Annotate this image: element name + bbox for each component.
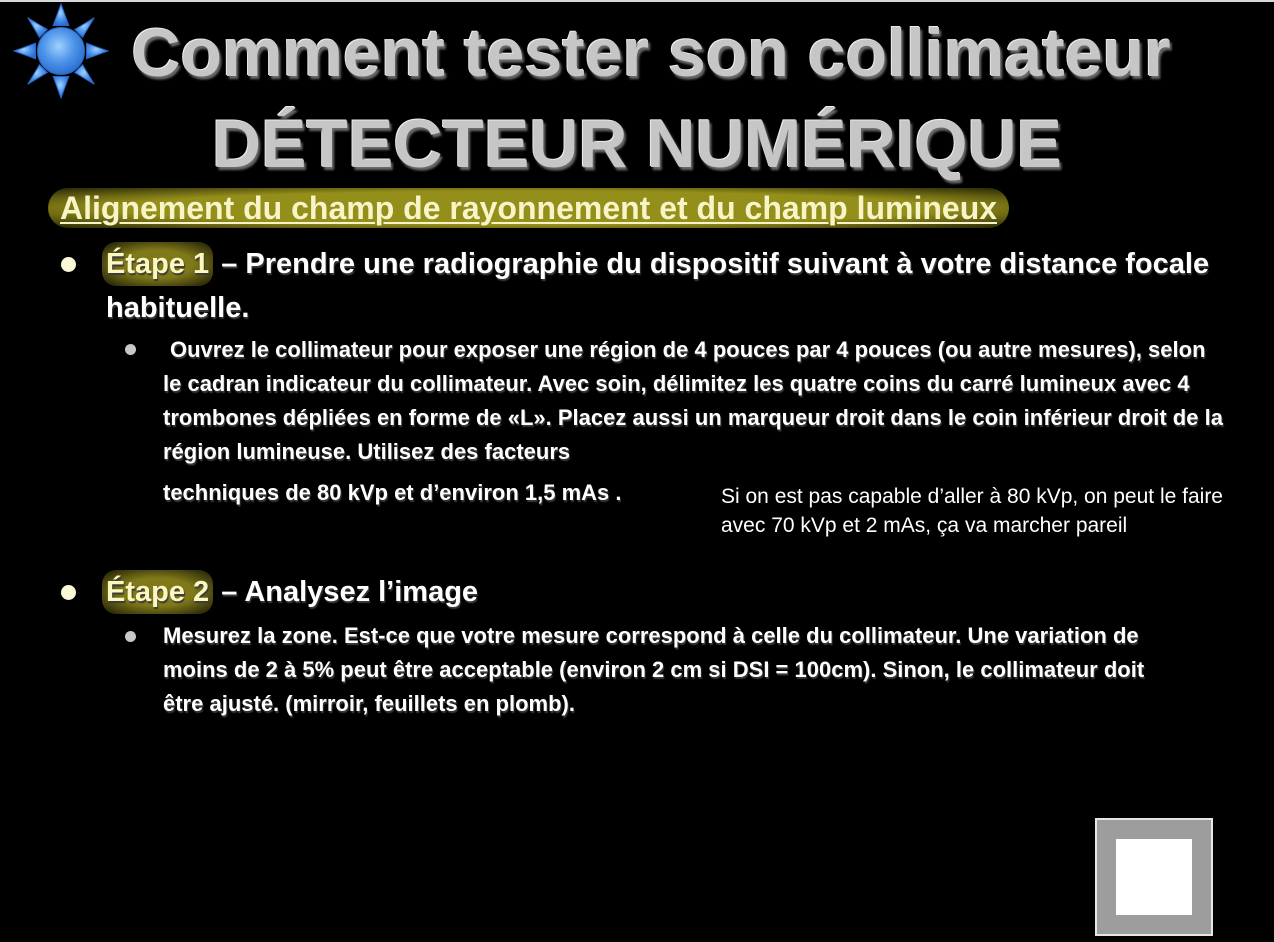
step-2-detail-bullet	[125, 631, 136, 642]
slide-subtitle: Alignement du champ de rayonnement et du champ lumineux	[48, 188, 1009, 228]
top-rule	[0, 0, 1274, 2]
step-1-detail-last-line: techniques de 80 kVp et d’environ 1,5 mAs .	[163, 480, 622, 505]
slide-title: Comment tester son collimateur	[131, 15, 1171, 91]
nav-square-icon[interactable]	[1095, 818, 1213, 936]
step-1-note: Si on est pas capable d’aller à 80 kVp, on peut le faire avec 70 kVp et 2 mAs, ça va marcher pareil	[721, 485, 1223, 537]
step-2-heading	[106, 570, 1246, 614]
step-1-label: Étape 1	[102, 242, 213, 286]
step-1-bullet	[61, 257, 76, 272]
step-1-detail: Ouvrez le collimateur pour exposer une région de 4 pouces par 4 pouces (ou autre mesures), selon le cadran indicateur du collimateur. Avec soin, délimitez les quatre coins du carré lumineux avec 4 trombones dépliées en forme de «L». Placez aussi un marqueur droit dans le coin inférieur droit de la région lumineuse. Utilisez des facteurs	[163, 337, 1223, 464]
step-1-heading	[106, 242, 1246, 330]
step-1-detail-bullet	[125, 344, 136, 355]
nav-square-inner	[1116, 839, 1192, 915]
slide-title-detector: DÉTECTEUR NUMÉRIQUE	[211, 106, 1063, 182]
step-1-text: – Prendre une radiographie du dispositif suivant à votre distance focale habituelle.	[106, 248, 1210, 324]
step-2-text: – Analysez l’image	[213, 576, 479, 608]
step-2-label: Étape 2	[102, 570, 213, 614]
step-2-detail: Mesurez la zone. Est-ce que votre mesure correspond à celle du collimateur. Une variation de moins de 2 à 5% peut être acceptable (environ 2 cm si DSI = 100cm). Sinon, le collimateur doit être ajusté. (mirroir, feuillets en plomb).	[163, 623, 1145, 716]
step-2-bullet	[61, 585, 76, 600]
